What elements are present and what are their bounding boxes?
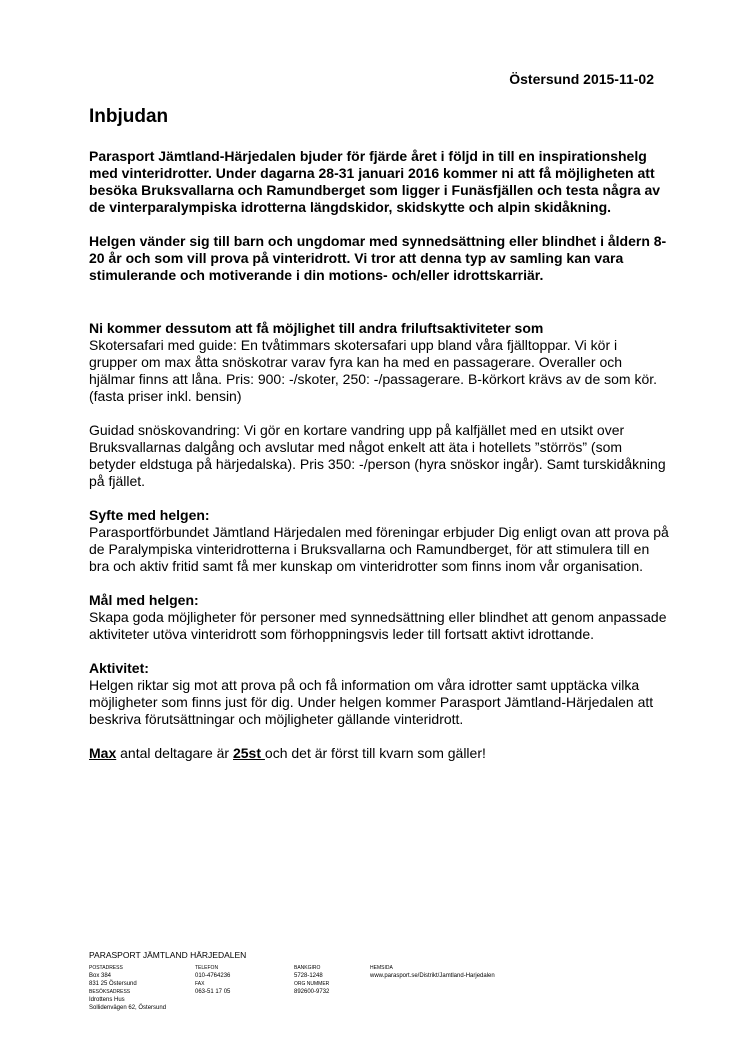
besoksadress-line-1: Idrottens Hus [89,997,125,1003]
besoksadress-line-2: Sollidenvägen 62, Östersund [89,1005,167,1011]
telefon-value: 010-4764236 [195,973,231,979]
postadress-line-1: Box 384 [89,973,112,979]
purpose-heading: Syfte med helgen: [89,507,210,523]
max-label: Max [89,745,117,761]
footer-address-column [89,964,166,1012]
activity-heading: Aktivitet: [89,660,149,676]
document-date: Östersund 2015-11-02 [509,71,654,87]
postadress-line-2: 831 25 Östersund [89,981,137,987]
bankgiro-label: BANKGIRO [294,965,321,971]
letterhead-footer [89,950,649,1011]
footer-phone-column [195,964,230,996]
footer-bank-column [294,964,329,996]
activities-heading: Ni kommer dessutom att få möjlighet till andra friluftsaktiviteter som [89,320,544,336]
orgnr-value: 892600-9732 [294,989,330,995]
orgnr-label: ORG NUMMER [294,981,330,987]
footer-org-name: PARASPORT JÄMTLAND HÄRJEDALEN [89,950,247,960]
hemsida-label: HEMSIDA [370,965,393,971]
intro-paragraph-2: Helgen vänder sig till barn och ungdomar med synnedsättning eller blindhet i åldern 8-20 år och som vill prova på vinteridrott. Vi tror att denna typ av samling kan vara stimulerande och motiverande i din motions- och/eller idrottskarriär. [89,233,667,283]
telefon-label: TELEFON [195,965,219,971]
postadress-label: POSTADRESS [89,965,123,971]
activity-text: Helgen riktar sig mot att prova på och få information om våra idrotter samt upptäcka vilka möjligheter som finns just för dig. Under helgen kommer Parasport Jämtland-Härjedalen att beskriva förutsättningar och möjligheter gällande vinteridrott. [89,677,654,727]
closing-line [89,745,669,762]
participant-count: 25st [232,745,265,761]
fax-value: 063-51 17 05 [195,989,231,995]
snowmobile-paragraph: Skotersafari med guide: En tvåtimmars skotersafari upp bland våra fjälltoppar. Vi kör i grupper om max åtta snöskotrar varav fyra kan ha med en passagerare. Overaller och hjälmar finns att låna. Pris: 900: -/skoter, 250: -/passagerare. B-körkort krävs av de som kör. (fasta priser inkl. bensin) [89,337,658,404]
bankgiro-value: 5728-1248 [294,973,323,979]
purpose-text: Parasportförbundet Jämtland Härjedalen med föreningar erbjuder Dig enligt ovan att prova på de Paralympiska vinteridrotterna i Bruksvallarna och Ramundberget, för att stimulera till en bra och aktiv fritid samt få mer kunskap om vinteridrotter som finns inom vår organisation. [89,524,669,574]
hemsida-link[interactable]: www.parasport.se/Distrikt/Jamtland-Harjedalen [370,973,495,979]
besoksadress-label: BESÖKSADRESS [89,989,131,995]
closing-text-2: och det är först till kvarn som gäller! [264,745,486,761]
intro-paragraph-1: Parasport Jämtland-Härjedalen bjuder för fjärde året i följd in till en inspirationshelg med vinteridrotter. Under dagarna 28-31 januari 2016 kommer ni att få möjligheten att besöka Bruksvallarna och Ramundberget som ligger i Funäsfjällen och testa några av de vinterparalympiska idrotterna längdskidor, skidskytte och alpin skidåkning. [89,148,661,215]
fax-label: FAX [195,981,205,987]
closing-text-1: antal deltagare är [116,745,233,761]
footer-web-column [370,964,495,980]
goal-heading: Mål med helgen: [89,592,199,608]
page-title: Inbjudan [89,106,169,127]
goal-text: Skapa goda möjligheter för personer med synnedsättning eller blindhet att genom anpassade aktiviteter utöva vinteridrott som förhoppningsvis leder till fortsatt aktivt idrottande. [89,609,667,642]
snowshoe-paragraph: Guidad snöskovandring: Vi gör en kortare vandring upp på kalfjället med en utsikt over Bruksvallarnas dalgång och avslutar med något enkelt att äta i hotellets ”störrös” (som betyder eldstuga på härjedalska). Pris 350: -/person (hyra snöskor ingår). Samt turskidåkning på fjället. [89,422,666,489]
letter-body [89,148,669,762]
